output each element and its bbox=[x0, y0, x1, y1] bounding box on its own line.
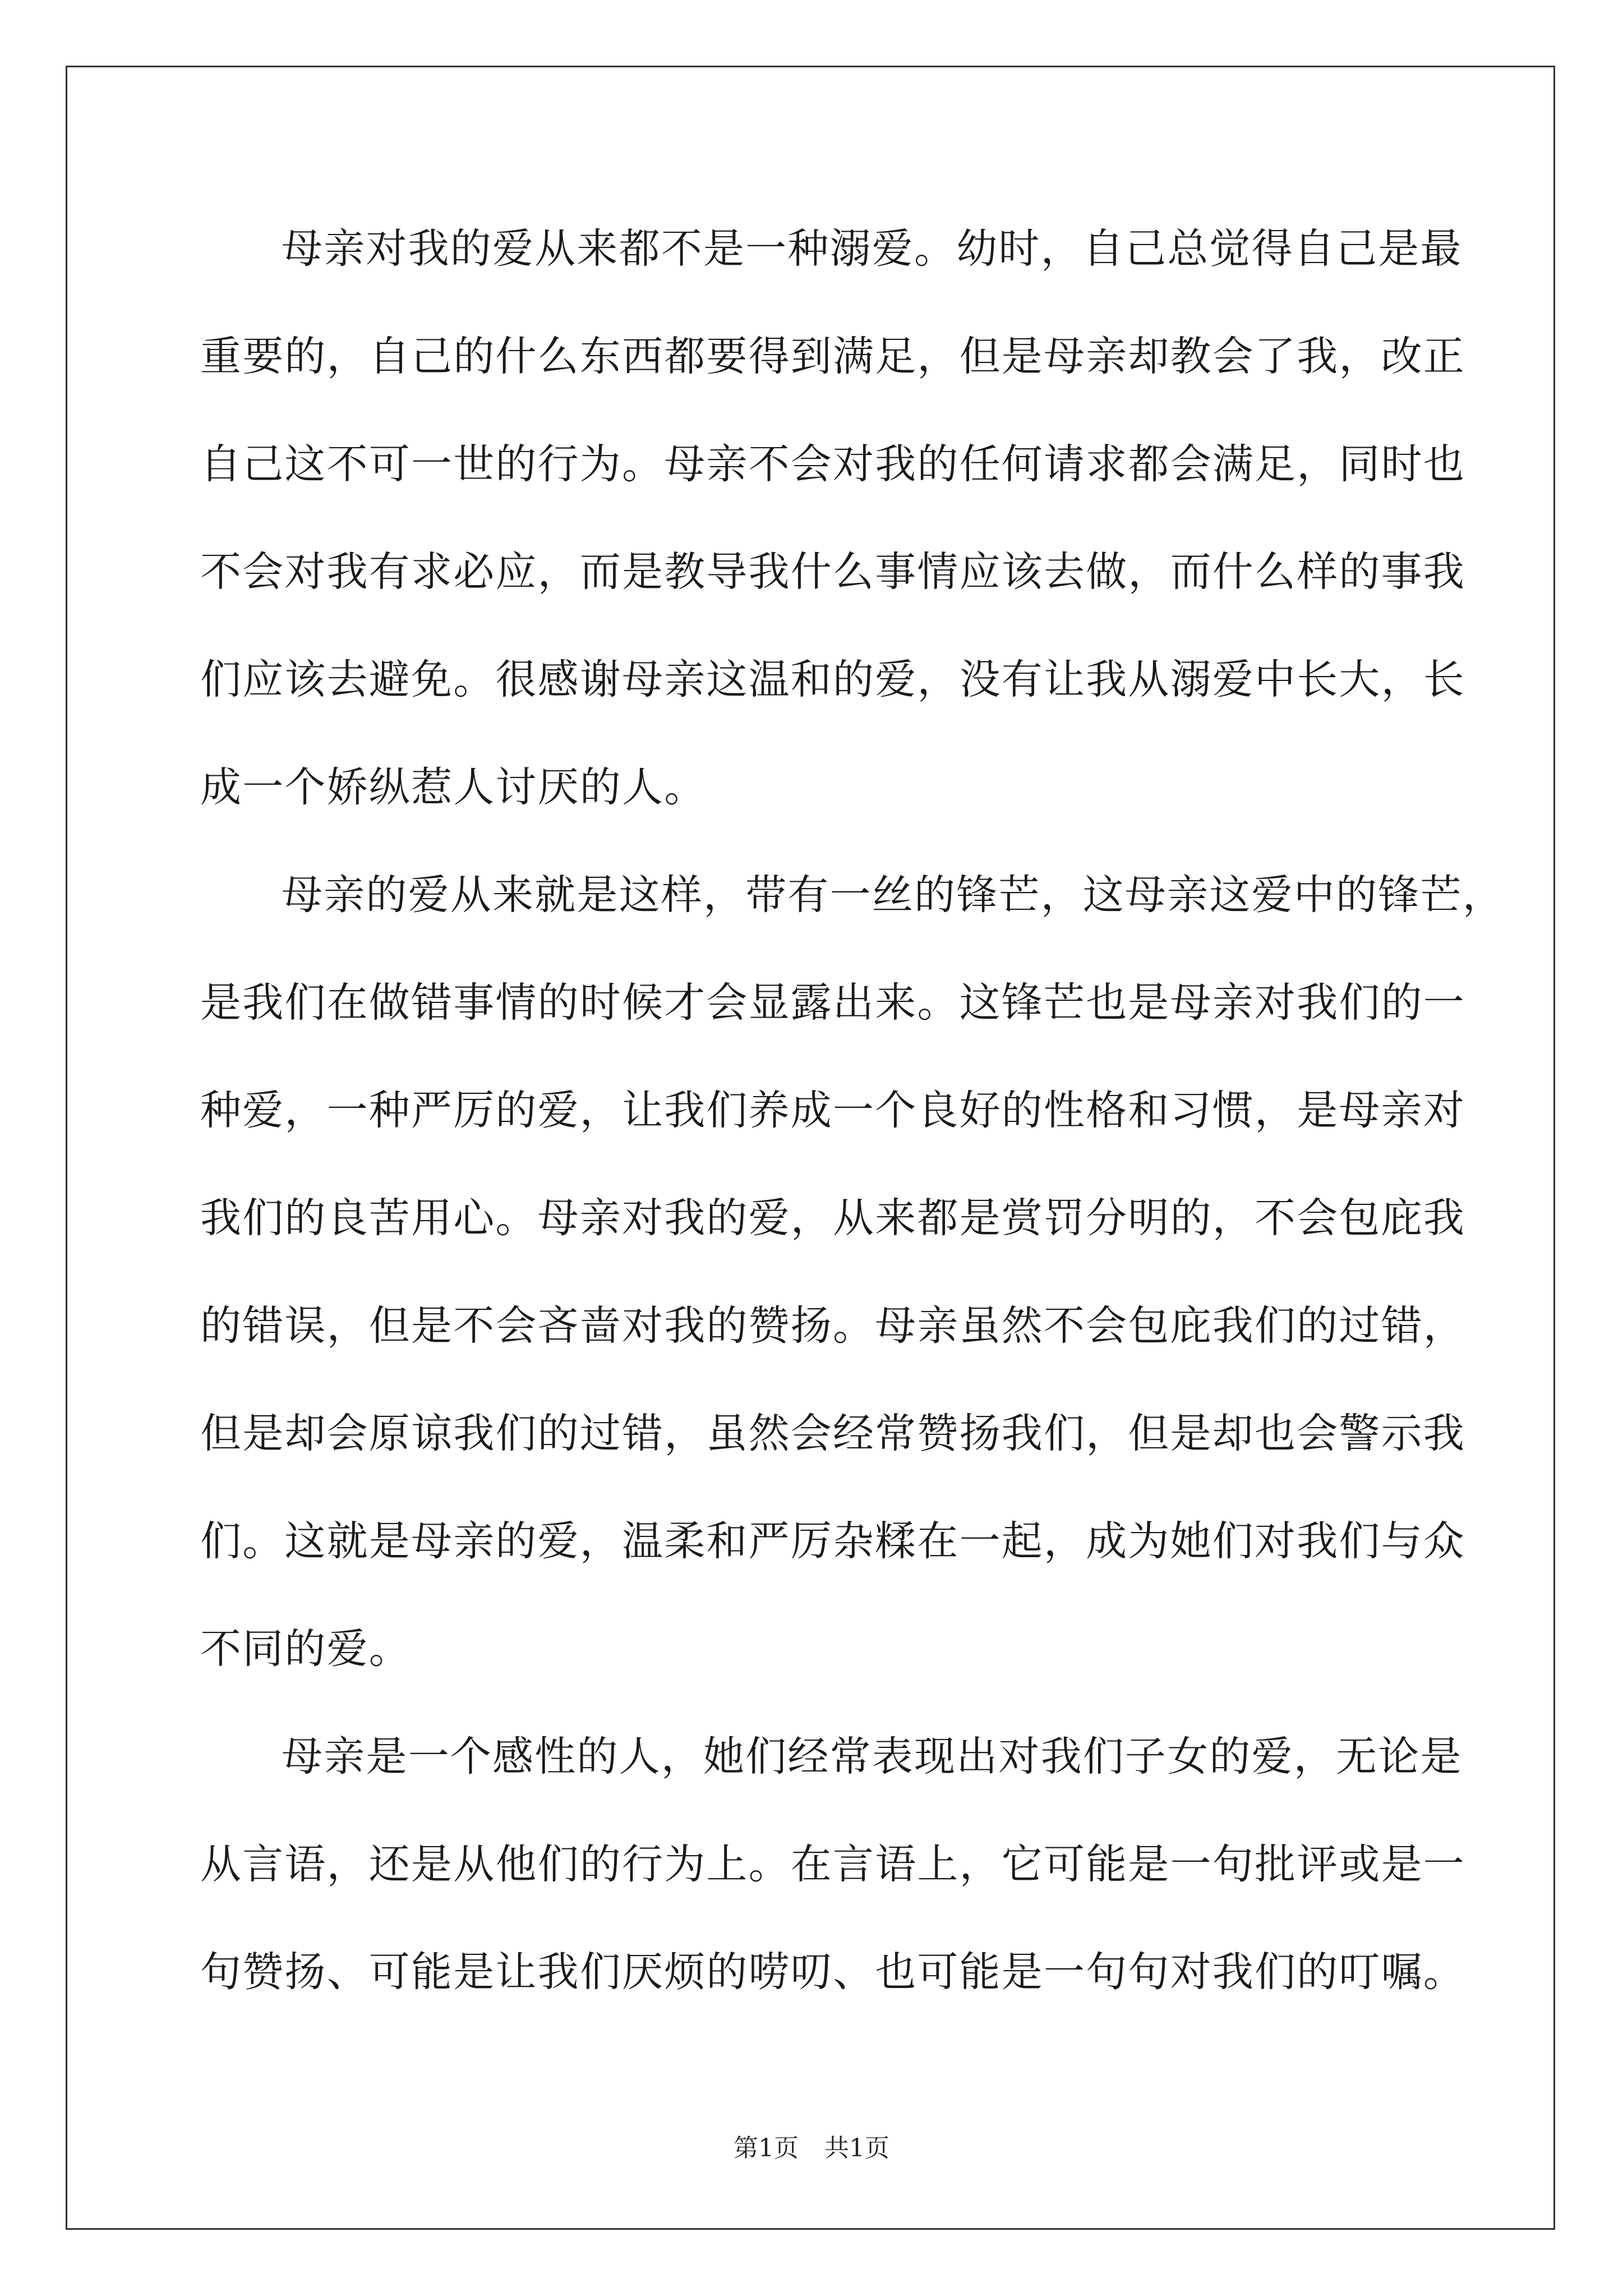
paragraph-1-line-2: 重要的，自己的什么东西都要得到满足，但是母亲却教会了我，改正 bbox=[200, 333, 1465, 380]
page-footer bbox=[0, 2132, 1623, 2165]
paragraph-1-line-5: 们应该去避免。很感谢母亲这温和的爱，没有让我从溺爱中长大，长 bbox=[200, 656, 1465, 703]
paragraph-3-line-1: 母亲是一个感性的人，她们经常表现出对我们子女的爱，无论是 bbox=[282, 1733, 1463, 1780]
paragraph-2-line-8: 不同的爱。 bbox=[200, 1625, 411, 1673]
page-border bbox=[66, 66, 1555, 2230]
paragraph-1-line-3: 自己这不可一世的行为。母亲不会对我的任何请求都会满足，同时也 bbox=[200, 440, 1465, 488]
page-number-total: 共1页 bbox=[824, 2134, 889, 2162]
paragraph-2-line-7: 们。这就是母亲的爱，温柔和严厉杂糅在一起，成为她们对我们与众 bbox=[200, 1517, 1465, 1565]
page-number-current: 第1页 bbox=[734, 2134, 799, 2162]
paragraph-1-line-6: 成一个娇纵惹人讨厌的人。 bbox=[200, 763, 707, 811]
paragraph-1-line-4: 不会对我有求必应，而是教导我什么事情应该去做，而什么样的事我 bbox=[200, 548, 1465, 596]
paragraph-2-line-1: 母亲的爱从来就是这样，带有一丝的锋芒，这母亲这爱中的锋芒， bbox=[282, 871, 1505, 919]
paragraph-1-line-1: 母亲对我的爱从来都不是一种溺爱。幼时，自己总觉得自己是最 bbox=[282, 225, 1463, 273]
paragraph-3-line-3: 句赞扬、可能是让我们厌烦的唠叨、也可能是一句句对我们的叮嘱。 bbox=[200, 1948, 1465, 1996]
paragraph-2-line-5: 的错误，但是不会吝啬对我的赞扬。母亲虽然不会包庇我们的过错， bbox=[200, 1302, 1465, 1350]
paragraph-2-line-4: 我们的良苦用心。母亲对我的爱，从来都是赏罚分明的，不会包庇我 bbox=[200, 1194, 1465, 1242]
paragraph-2-line-2: 是我们在做错事情的时候才会显露出来。这锋芒也是母亲对我们的一 bbox=[200, 979, 1465, 1027]
paragraph-3-line-2: 从言语，还是从他们的行为上。在言语上，它可能是一句批评或是一 bbox=[200, 1841, 1465, 1888]
paragraph-2-line-6: 但是却会原谅我们的过错，虽然会经常赞扬我们，但是却也会警示我 bbox=[200, 1410, 1465, 1457]
paragraph-2-line-3: 种爱，一种严厉的爱，让我们养成一个良好的性格和习惯，是母亲对 bbox=[200, 1087, 1465, 1134]
